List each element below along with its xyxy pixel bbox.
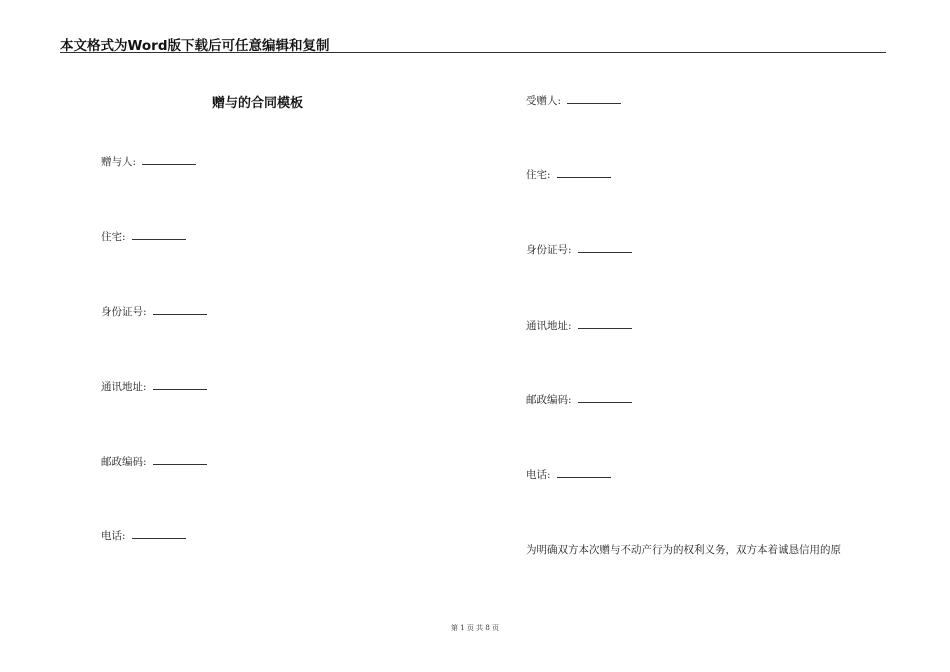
recipient-postcode-blank[interactable] [578, 392, 632, 403]
recipient-id-label: 身份证号: [526, 244, 572, 256]
donor-address-field [101, 379, 207, 394]
page-number: 第 1 页 共 8 页 [450, 624, 500, 632]
donor-label: 赠与人: [101, 156, 137, 168]
intro-paragraph: 为明确双方本次赠与不动产行为的权利义务，双方本着诚恳信用的原 [526, 544, 841, 556]
donor-postcode-label: 邮政编码: [101, 456, 147, 468]
page-header [60, 34, 886, 53]
recipient-field [526, 93, 621, 108]
donor-postcode-field [101, 454, 207, 469]
recipient-phone-field [526, 467, 611, 482]
header-text: 本文格式为Word版下载后可任意编辑和复制 [60, 38, 330, 54]
recipient-residence-blank[interactable] [557, 167, 611, 178]
recipient-label: 受赠人: [526, 95, 562, 107]
recipient-id-field [526, 242, 632, 257]
donor-address-blank[interactable] [153, 379, 207, 390]
donor-id-field [101, 304, 207, 319]
document-title: 赠与的合同模板 [212, 96, 304, 111]
donor-address-label: 通讯地址: [101, 381, 147, 393]
donor-blank[interactable] [142, 154, 196, 165]
recipient-phone-label: 电话: [526, 469, 551, 481]
donor-phone-label: 电话: [101, 530, 126, 542]
donor-field [101, 154, 196, 169]
recipient-address-field [526, 318, 632, 333]
donor-residence-blank[interactable] [132, 229, 186, 240]
donor-postcode-blank[interactable] [153, 454, 207, 465]
donor-phone-blank[interactable] [132, 528, 186, 539]
recipient-blank[interactable] [567, 93, 621, 104]
recipient-residence-field [526, 167, 611, 182]
recipient-id-blank[interactable] [578, 242, 632, 253]
recipient-residence-label: 住宅: [526, 169, 551, 181]
donor-id-label: 身份证号: [101, 306, 147, 318]
donor-phone-field [101, 528, 186, 543]
recipient-address-label: 通讯地址: [526, 320, 572, 332]
recipient-postcode-label: 邮政编码: [526, 394, 572, 406]
recipient-phone-blank[interactable] [557, 467, 611, 478]
recipient-postcode-field [526, 392, 632, 407]
donor-id-blank[interactable] [153, 304, 207, 315]
recipient-address-blank[interactable] [578, 318, 632, 329]
donor-residence-field [101, 229, 186, 244]
donor-residence-label: 住宅: [101, 231, 126, 243]
